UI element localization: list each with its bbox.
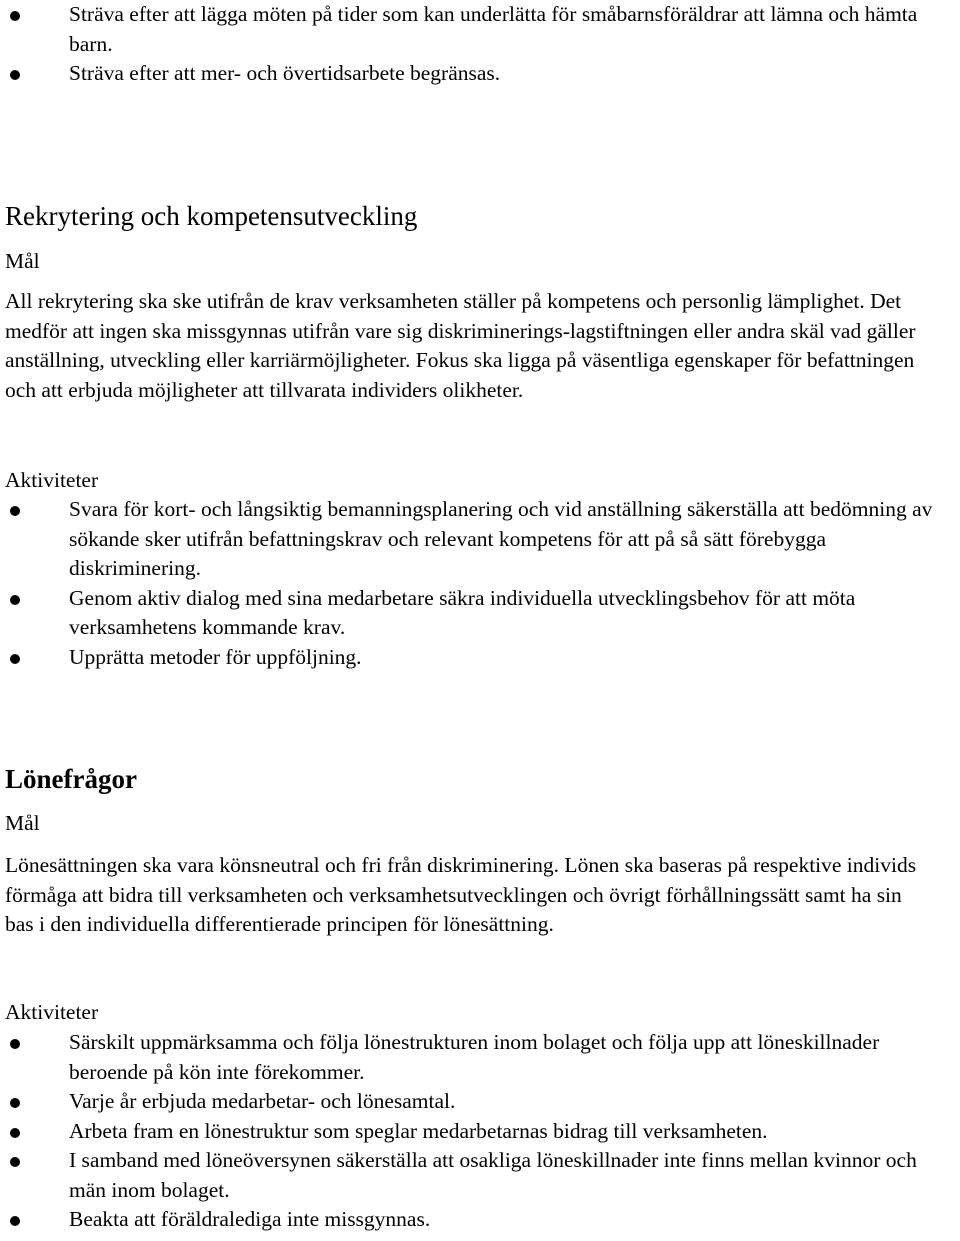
bullet-icon (10, 595, 20, 605)
section-recruitment-goal-block (5, 287, 925, 405)
list-item (5, 643, 960, 673)
list-item (5, 495, 960, 584)
goal-paragraph: Lönesättningen ska vara könsneutral och fri från diskriminering. Lönen ska baseras på respektive individs förmåga att bidra till verksamheten och verksamhetsutvecklingen och övrigt förhållningssätt samt ha sin bas i den individuella differentierade principen för lönesättning. (5, 853, 917, 936)
bullet-icon (10, 1128, 20, 1138)
activities-label: Aktiviteter (5, 468, 99, 492)
top-bullet-list-block (5, 0, 960, 89)
section-recruitment (5, 199, 960, 233)
list-item-text: Genom aktiv dialog med sina medarbetare säkra individuella utvecklingsbehov för att möta verksamhetens kommande krav. (69, 585, 856, 639)
section-heading: Rekrytering och kompetensutveckling (5, 201, 418, 231)
section-recruitment-activities-block (5, 495, 960, 672)
section-salary (5, 762, 960, 796)
list-item (5, 59, 960, 89)
list-item (5, 584, 960, 643)
list-item (5, 0, 960, 59)
section-salary-activities-block (5, 1028, 925, 1235)
bullet-icon (10, 70, 20, 80)
bullet-icon (10, 1039, 20, 1049)
bullet-icon (10, 1157, 20, 1167)
section-salary-goal-block (5, 851, 925, 940)
list-item-text: Sträva efter att lägga möten på tider som kan underlätta för småbarnsföräldrar att lämna och hämta barn. (69, 2, 918, 56)
bullet-icon (10, 654, 20, 664)
goal-paragraph: All rekrytering ska ske utifrån de krav verksamheten ställer på kompetens och personlig lämplighet. Det medför att ingen ska missgynnas utifrån vare sig diskriminerings-lagstiftningen eller andra skäl vad gäller anställning, utveckling eller karriärmöjligheter. Fokus ska ligga på väsentliga egenskaper för befattningen och att erbjuda möjligheter att tillvarata individers olikheter. (5, 289, 916, 402)
goal-label: Mål (5, 811, 40, 835)
list-item-text: I samband med löneöversynen säkerställa att osakliga löneskillnader inte finns mellan kvinnor och män inom bolaget. (69, 1148, 917, 1202)
section-recruitment-activities-label-block (5, 466, 960, 496)
list-item-text: Upprätta metoder för uppföljning. (69, 644, 362, 669)
section-salary-activities-label-block (5, 998, 960, 1028)
list-item (5, 1205, 925, 1235)
bullet-icon (10, 506, 20, 516)
goal-label: Mål (5, 249, 40, 273)
section-heading: Lönefrågor (5, 764, 137, 794)
list-item (5, 1117, 925, 1147)
list-item-text: Sträva efter att mer- och övertidsarbete begränsas. (69, 61, 501, 85)
activities-list (5, 1028, 925, 1235)
activities-list (5, 495, 960, 672)
list-item (5, 1028, 925, 1087)
bullet-icon (10, 1216, 20, 1226)
activities-label: Aktiviteter (5, 1000, 99, 1024)
list-item-text: Svara för kort- och långsiktig bemanningsplanering och vid anställning säkerställa att bedömning av sökande sker utifrån befattningskrav och relevant kompetens för att på så sätt förebygga diskriminering. (69, 497, 933, 580)
section-salary-goal-label-block (5, 809, 960, 839)
list-item (5, 1146, 925, 1205)
list-item-text: Arbeta fram en lönestruktur som speglar medarbetarnas bidrag till verksamheten. (69, 1118, 768, 1143)
list-item-text: Beakta att föräldralediga inte missgynnas. (69, 1207, 431, 1231)
bullet-icon (10, 1098, 20, 1108)
list-item-text: Varje år erbjuda medarbetar- och lönesamtal. (69, 1089, 456, 1113)
section-recruitment-goal-label-block (5, 247, 960, 277)
list-item-text: Särskilt uppmärksamma och följa lönestrukturen inom bolaget och följa upp att löneskillnader beroende på kön inte förekommer. (69, 1030, 880, 1084)
top-bullet-list (5, 0, 960, 89)
bullet-icon (10, 11, 20, 21)
list-item (5, 1087, 925, 1117)
